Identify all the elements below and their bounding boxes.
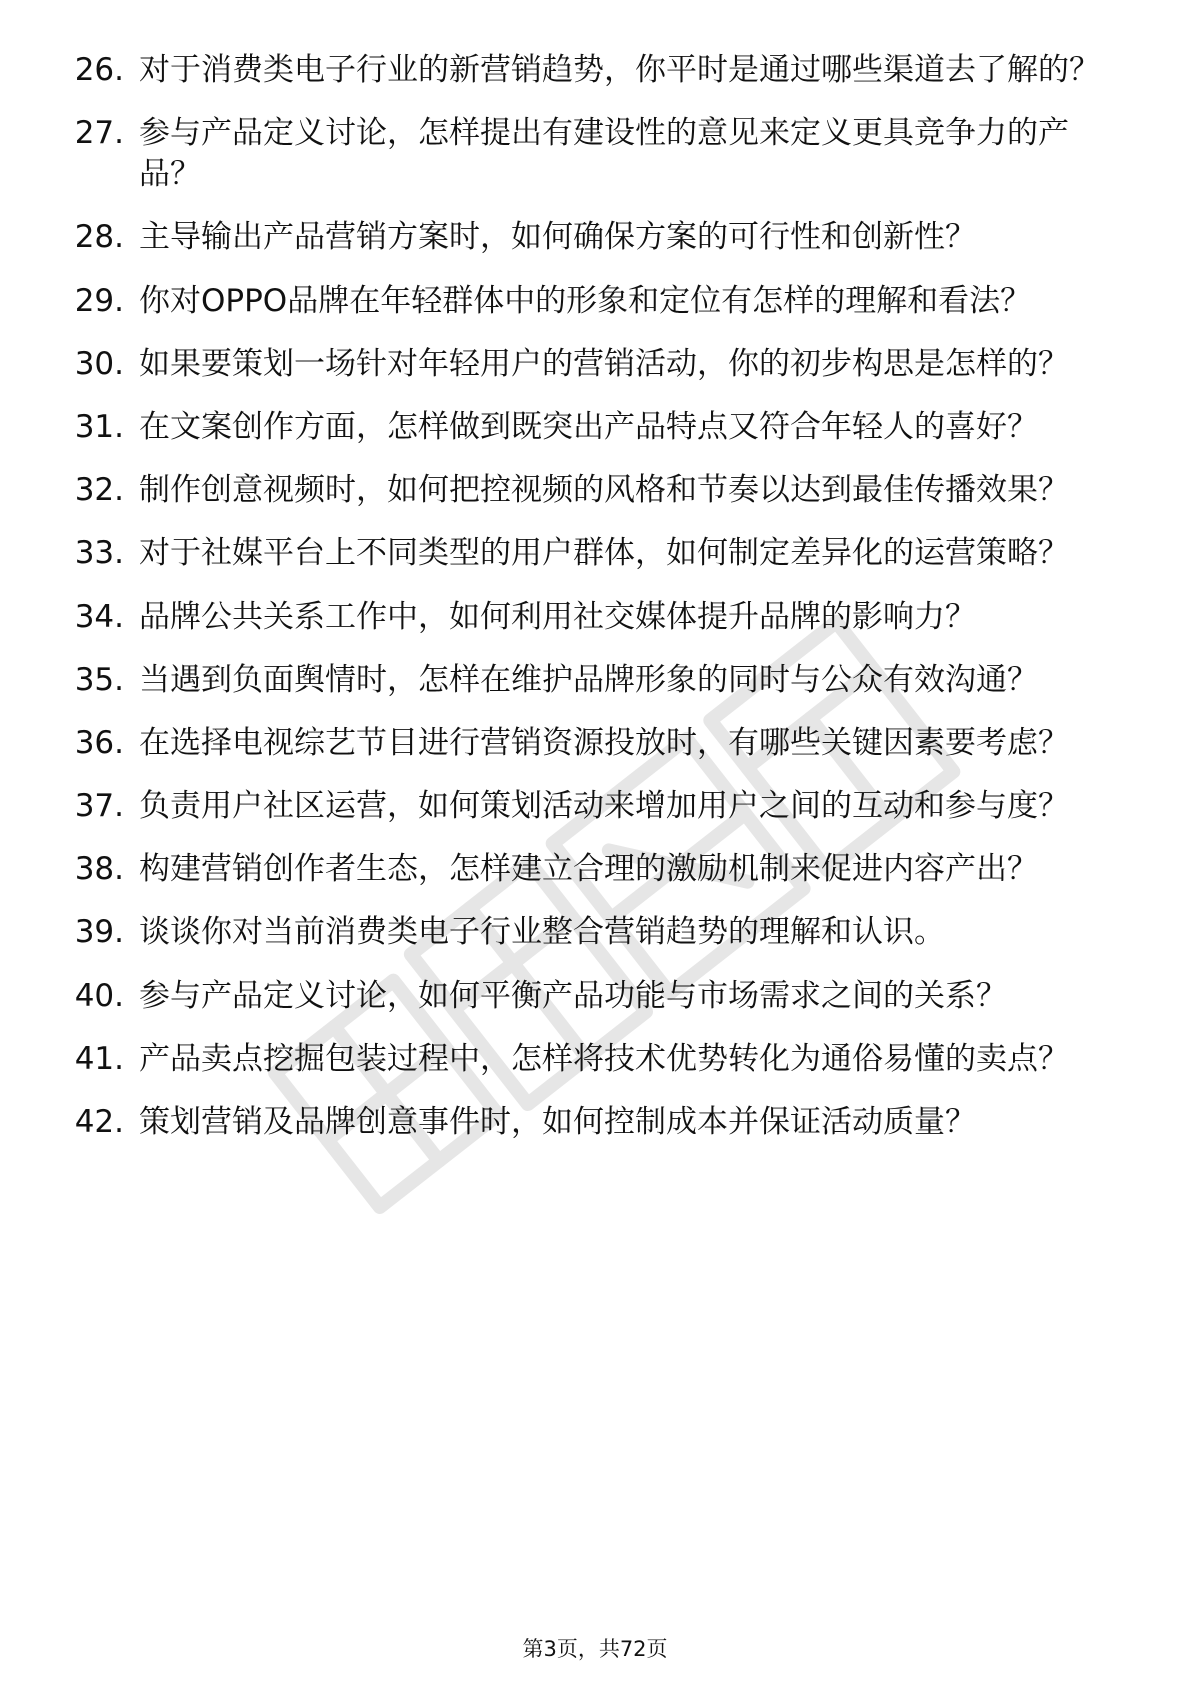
question-number: 40. — [74, 977, 124, 1014]
question-text: 负责用户社区运营，如何策划活动来增加用户之间的互动和参与度？ — [139, 788, 1069, 825]
question-item — [56, 597, 1136, 638]
question-number: 39. — [74, 914, 124, 951]
question-item — [56, 1102, 1136, 1143]
question-text: 对于社媒平台上不同类型的用户群体，如何制定差异化的运营策略？ — [139, 535, 1069, 572]
question-text: 参与产品定义讨论，怎样提出有建设性的意见来定义更具竞争力的产品？ — [139, 115, 1069, 193]
question-number: 42. — [74, 1104, 124, 1140]
question-number: 26. — [74, 52, 124, 88]
question-text: 主导输出产品营销方案时，如何确保方案的可行性和创新性？ — [139, 219, 976, 256]
question-number: 35. — [74, 661, 124, 698]
question-number: 41. — [74, 1040, 124, 1077]
question-number: 38. — [74, 851, 124, 888]
question-item — [56, 1039, 1136, 1080]
question-number: 27. — [74, 115, 124, 152]
question-number: 32. — [74, 472, 124, 509]
question-number: 34. — [74, 598, 124, 635]
question-number: 31. — [74, 408, 124, 445]
question-text: 对于消费类电子行业的新营销趋势，你平时是通过哪些渠道去了解的？ — [139, 52, 1100, 88]
question-item — [56, 849, 1136, 890]
question-number: 37. — [74, 788, 124, 825]
question-item — [56, 217, 1136, 258]
question-text: 在选择电视综艺节目进行营销资源投放时，有哪些关键因素要考虑？ — [139, 724, 1069, 761]
question-item — [56, 533, 1136, 574]
question-text: 策划营销及品牌创意事件时，如何控制成本并保证活动质量？ — [139, 1104, 976, 1140]
question-text: 当遇到负面舆情时，怎样在维护品牌形象的同时与公众有效沟通？ — [139, 661, 1038, 698]
question-number: 30. — [74, 345, 124, 382]
question-item — [56, 912, 1136, 953]
page-number-footer: 第3页，共72页 — [522, 1637, 668, 1661]
question-text: 参与产品定义讨论，如何平衡产品功能与市场需求之间的关系？ — [139, 977, 1007, 1014]
question-item — [56, 470, 1136, 511]
question-text: 产品卖点挖掘包装过程中，怎样将技术优势转化为通俗易懂的卖点？ — [139, 1040, 1069, 1077]
question-text: 构建营销创作者生态，怎样建立合理的激励机制来促进内容产出？ — [139, 851, 1038, 888]
question-item — [56, 786, 1136, 827]
question-number: 36. — [74, 724, 124, 761]
question-number: 28. — [74, 219, 124, 256]
question-item — [56, 976, 1136, 1017]
question-item — [56, 660, 1136, 701]
question-item — [56, 407, 1136, 448]
question-text: 制作创意视频时，如何把控视频的风格和节奏以达到最佳传播效果？ — [139, 472, 1069, 509]
question-item — [56, 344, 1136, 385]
question-text: 你对OPPO品牌在年轻群体中的形象和定位有怎样的理解和看法？ — [139, 282, 1032, 319]
question-list — [56, 50, 1136, 1165]
question-item — [56, 281, 1136, 322]
question-text: 在文案创作方面，怎样做到既突出产品特点又符合年轻人的喜好？ — [139, 408, 1038, 445]
question-item — [56, 113, 1136, 195]
question-text: 品牌公共关系工作中，如何利用社交媒体提升品牌的影响力？ — [139, 598, 976, 635]
question-number: 33. — [74, 535, 124, 572]
question-item — [56, 723, 1136, 764]
question-text: 如果要策划一场针对年轻用户的营销活动，你的初步构思是怎样的？ — [139, 345, 1069, 382]
question-item — [56, 50, 1136, 91]
question-text: 谈谈你对当前消费类电子行业整合营销趋势的理解和认识。 — [139, 914, 945, 951]
question-number: 29. — [74, 282, 124, 319]
